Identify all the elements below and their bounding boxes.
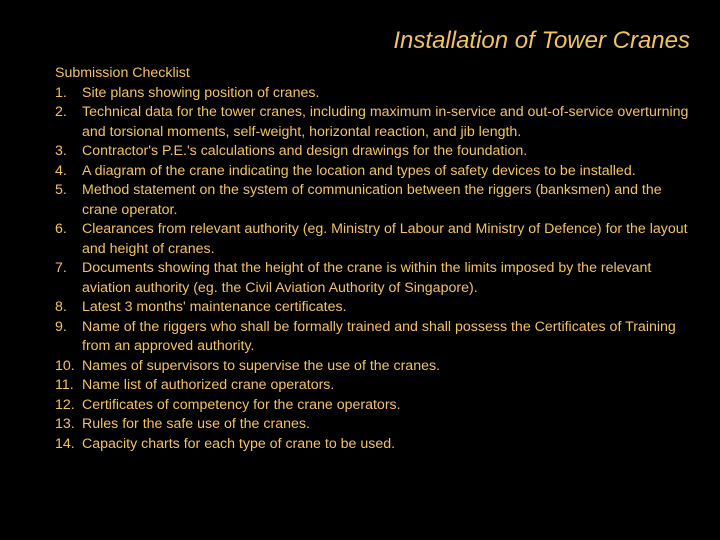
checklist-item bbox=[55, 318, 695, 357]
checklist-item bbox=[55, 220, 695, 259]
checklist-item-text: Method statement on the system of communication between the riggers (banksmen) and the crane operator. bbox=[82, 182, 662, 218]
checklist-item bbox=[55, 103, 695, 142]
checklist-item-text: Contractor's P.E.'s calculations and design drawings for the foundation. bbox=[82, 143, 528, 159]
checklist-item-text: Documents showing that the height of the crane is within the limits imposed by the relevant aviation authority (eg. the Civil Aviation Authority of Singapore). bbox=[82, 260, 652, 296]
checklist-item-text: Capacity charts for each type of crane to be used. bbox=[82, 435, 396, 452]
checklist-heading: Submission Checklist bbox=[55, 65, 190, 81]
checklist-item bbox=[55, 396, 695, 416]
slide-content bbox=[55, 64, 695, 454]
checklist-item bbox=[55, 298, 695, 318]
checklist-item bbox=[55, 181, 695, 220]
checklist-item bbox=[55, 162, 695, 182]
checklist-item bbox=[55, 376, 695, 396]
checklist-item-number: 2. bbox=[55, 104, 67, 120]
checklist-item-number: 7. bbox=[55, 260, 67, 276]
checklist-item-text: Name list of authorized crane operators. bbox=[82, 377, 335, 393]
checklist-item bbox=[55, 84, 695, 104]
checklist-item-number: 3. bbox=[55, 143, 67, 159]
checklist-item-number: 5. bbox=[55, 182, 67, 198]
checklist-item-text: Technical data for the tower cranes, including maximum in-service and out-of-service overturning and torsional moments, self-weight, horizontal reaction, and jib length. bbox=[82, 104, 689, 140]
checklist-item-text: Rules for the safe use of the cranes. bbox=[82, 416, 310, 432]
checklist-item-text: Site plans showing position of cranes. bbox=[82, 84, 320, 101]
checklist-item-number: 11. bbox=[55, 377, 74, 393]
checklist-item bbox=[55, 142, 695, 162]
checklist-item-text: Names of supervisors to supervise the use of the cranes. bbox=[82, 357, 441, 374]
checklist-item-number: 13. bbox=[55, 416, 75, 432]
checklist-item-text: Certificates of competency for the crane operators. bbox=[82, 396, 401, 413]
checklist-item-text: Clearances from relevant authority (eg. Ministry of Labour and Ministry of Defence) for the layout and height of cranes. bbox=[82, 221, 688, 257]
checklist-item-text: A diagram of the crane indicating the location and types of safety devices to be installed. bbox=[82, 162, 636, 179]
checklist-item-number: 1. bbox=[55, 84, 67, 101]
checklist-item-number: 4. bbox=[55, 162, 67, 179]
checklist-item-number: 14. bbox=[55, 435, 75, 452]
checklist-item-number: 10. bbox=[55, 357, 75, 374]
checklist-item-text: Latest 3 months' maintenance certificates. bbox=[82, 299, 347, 315]
checklist-item-number: 12. bbox=[55, 396, 75, 413]
slide-title: Installation of Tower Cranes bbox=[393, 27, 690, 54]
checklist-item bbox=[55, 435, 695, 455]
submission-checklist bbox=[55, 84, 695, 455]
checklist-item-number: 8. bbox=[55, 299, 67, 315]
checklist-item-text: Name of the riggers who shall be formally trained and shall possess the Certificates of Training from an approved authority. bbox=[82, 318, 676, 354]
checklist-item-number: 6. bbox=[55, 221, 67, 237]
checklist-item-number: 9. bbox=[55, 318, 67, 335]
checklist-item bbox=[55, 415, 695, 435]
checklist-item bbox=[55, 357, 695, 377]
checklist-item bbox=[55, 259, 695, 298]
